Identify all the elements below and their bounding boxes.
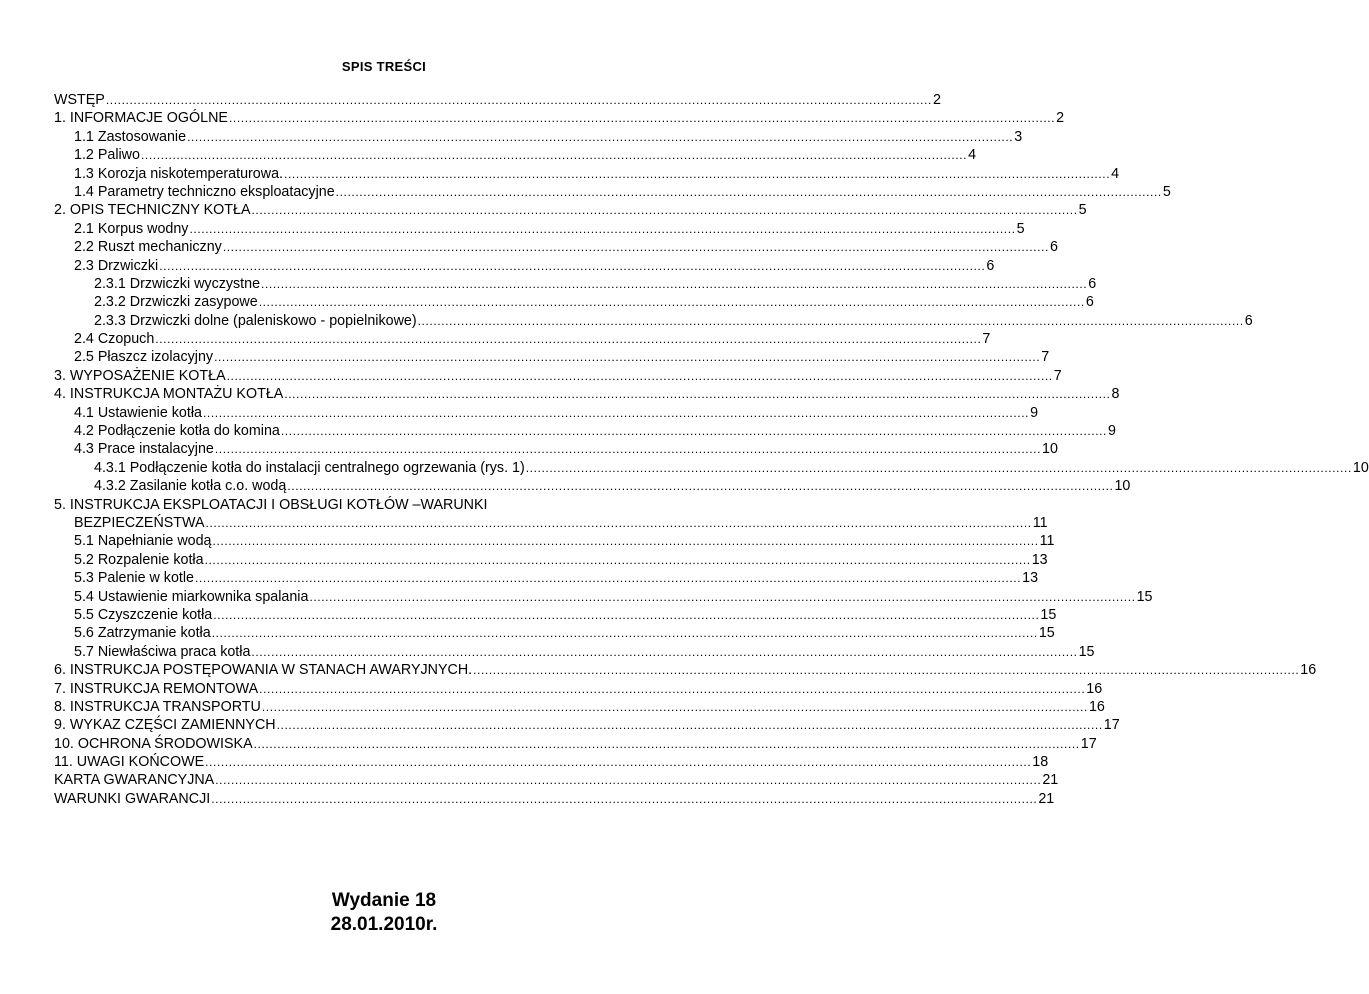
- toc-entry-text: BEZPIECZEŃSTWA: [74, 514, 205, 531]
- toc-page-number: 4: [1111, 165, 1120, 182]
- toc-entry[interactable]: [54, 477, 1131, 495]
- toc-entry[interactable]: [54, 606, 1057, 624]
- toc-entry[interactable]: [54, 385, 1120, 403]
- toc-entry-text: 5.2 Rozpalenie kotła: [74, 551, 204, 568]
- toc-leader-dots: ..................................................................................................................................................................................................................: [261, 699, 1088, 714]
- toc-entry-text: 2. OPIS TECHNICZNY KOTŁA: [54, 202, 251, 219]
- toc-entry-text: KARTA GWARANCYJNA: [54, 772, 215, 789]
- toc-entry[interactable]: [54, 367, 1062, 385]
- toc-leader-dots: ..................................................................................................................................................................................................................: [287, 479, 1114, 494]
- toc-entry[interactable]: [54, 293, 1094, 311]
- toc-entry[interactable]: [54, 569, 1039, 587]
- toc-leader-dots: ..................................................................................................................................................................................................................: [284, 387, 1111, 402]
- toc-page-number: 9: [1030, 404, 1039, 421]
- toc-entry-text: 6. INSTRUKCJA POSTĘPOWANIA W STANACH AWARYJNYCH.: [54, 662, 473, 679]
- toc-entry[interactable]: [54, 404, 1039, 422]
- toc-page-number: 10: [1352, 459, 1369, 476]
- toc-leader-dots: ..................................................................................................................................................................................................................: [211, 791, 1038, 806]
- toc-entry-text: 9. WYKAZ CZĘŚCI ZAMIENNYCH: [54, 717, 276, 734]
- toc-page-number: 8: [1111, 386, 1120, 403]
- toc-entry-text: WARUNKI GWARANCJI: [54, 790, 211, 807]
- toc-leader-dots: ..................................................................................................................................................................................................................: [280, 424, 1107, 439]
- toc-page-number: 4: [968, 147, 977, 164]
- toc-entry[interactable]: [54, 643, 1095, 661]
- toc-leader-dots: ..................................................................................................................................................................................................................: [204, 552, 1031, 567]
- toc-leader-dots: ..................................................................................................................................................................................................................: [417, 313, 1244, 328]
- toc-leader-dots: ..................................................................................................................................................................................................................: [159, 258, 986, 273]
- toc-leader-dots: ..................................................................................................................................................................................................................: [222, 240, 1049, 255]
- toc-page-number: 13: [1031, 551, 1048, 568]
- toc-leader-dots: ..................................................................................................................................................................................................................: [261, 276, 1088, 291]
- toc-leader-dots: ..................................................................................................................................................................................................................: [276, 718, 1103, 733]
- toc-page-number: 5: [1162, 183, 1171, 200]
- toc-leader-dots: ..................................................................................................................................................................................................................: [187, 129, 1014, 144]
- toc-entry-text: 4.1 Ustawienie kotła: [74, 404, 202, 421]
- toc-page-number: 11: [1032, 514, 1048, 531]
- toc-page-number: 6: [1049, 239, 1058, 256]
- toc-entry[interactable]: [54, 312, 1253, 330]
- toc-entry[interactable]: [54, 551, 1048, 569]
- toc-leader-dots: ..................................................................................................................................................................................................................: [205, 515, 1032, 530]
- toc-entry[interactable]: [54, 201, 1087, 219]
- toc-entry[interactable]: [54, 496, 714, 514]
- toc-entry[interactable]: [54, 698, 1105, 716]
- toc-page-number: 16: [1300, 662, 1317, 679]
- toc-entry[interactable]: [54, 330, 991, 348]
- toc-entry-text: 1.4 Parametry techniczno eksploatacyjne: [74, 183, 335, 200]
- toc-page-number: 21: [1042, 772, 1059, 789]
- toc-page-number: 2: [932, 92, 941, 108]
- toc-page-number: 15: [1078, 643, 1095, 660]
- toc-entry-text: 10. OCHRONA ŚRODOWISKA: [54, 735, 253, 752]
- toc-entry-text: 5.3 Palenie w kotle: [74, 570, 195, 587]
- toc-entry[interactable]: [54, 220, 1025, 238]
- toc-leader-dots: ..................................................................................................................................................................................................................: [251, 644, 1078, 659]
- toc-entry-text: 1.1 Zastosowanie: [74, 128, 187, 145]
- toc-leader-dots: ..................................................................................................................................................................................................................: [215, 773, 1042, 788]
- toc-entry[interactable]: [54, 422, 1116, 440]
- toc-page-number: 5: [1078, 202, 1087, 219]
- toc-page-number: 6: [1085, 294, 1094, 311]
- toc-entry-text: 1.3 Korozja niskotemperaturowa.: [74, 165, 284, 182]
- toc-page-number: 9: [1108, 423, 1116, 440]
- toc-entry-text: 5.7 Niewłaściwa praca kotła: [74, 643, 251, 660]
- toc-leader-dots: ..................................................................................................................................................................................................................: [155, 332, 982, 347]
- toc-leader-dots: ..................................................................................................................................................................................................................: [105, 93, 932, 107]
- toc-leader-dots: ..................................................................................................................................................................................................................: [202, 405, 1030, 420]
- toc-entry[interactable]: [54, 661, 1317, 679]
- toc-entry-text: 4.3 Prace instalacyjne: [74, 441, 214, 458]
- toc-leader-dots: ..................................................................................................................................................................................................................: [212, 534, 1039, 549]
- toc-entry-text: 4.2 Podłączenie kotła do komina: [74, 423, 280, 440]
- toc-page-number: 10: [1042, 441, 1058, 458]
- toc-page-number: 3: [1014, 128, 1023, 145]
- toc-page-number: 6: [1244, 312, 1253, 329]
- toc-page-number: 16: [1088, 698, 1105, 715]
- toc-entry[interactable]: [54, 238, 1058, 256]
- toc-leader-dots: ..................................................................................................................................................................................................................: [189, 221, 1016, 236]
- toc-entry[interactable]: [54, 165, 1120, 183]
- toc-entry-text: 5.5 Czyszczenie kotła: [74, 606, 213, 623]
- toc-page-number: 6: [1088, 275, 1097, 292]
- toc-entry-text: 11. UWAGI KOŃCOWE: [54, 754, 205, 771]
- toc-entry-text: 2.2 Ruszt mechaniczny: [74, 239, 222, 256]
- toc-title: SPIS TREŚCI: [341, 59, 427, 74]
- toc-leader-dots: ..................................................................................................................................................................................................................: [195, 571, 1022, 586]
- toc-leader-dots: ..................................................................................................................................................................................................................: [140, 148, 968, 163]
- toc-leader-dots: ..................................................................................................................................................................................................................: [214, 442, 1042, 457]
- toc-entry[interactable]: [54, 753, 1049, 771]
- toc-page-number: 7: [1041, 349, 1050, 366]
- toc-leader-dots: ..................................................................................................................................................................................................................: [228, 111, 1056, 126]
- toc-entry-text: 2.4 Czopuch: [74, 331, 155, 348]
- toc-entry-text: 4. INSTRUKCJA MONTAŻU KOTŁA: [54, 386, 284, 403]
- toc-entry-text: 8. INSTRUKCJA TRANSPORTU: [54, 698, 261, 715]
- toc-leader-dots: ..................................................................................................................................................................................................................: [284, 166, 1111, 181]
- toc-leader-dots: ..................................................................................................................................................................................................................: [259, 681, 1086, 696]
- toc-entry[interactable]: [54, 348, 1050, 366]
- toc-page-number: 7: [982, 331, 991, 348]
- toc-leader-dots: ..................................................................................................................................................................................................................: [226, 368, 1053, 383]
- edition-block: [0, 889, 768, 937]
- toc-entry[interactable]: [54, 146, 977, 164]
- toc-page-number: 16: [1086, 680, 1103, 697]
- toc-entry-text: 5.4 Ustawienie miarkownika spalania: [74, 588, 309, 605]
- toc-entry-text: 4.3.1 Podłączenie kotła do instalacji centralnego ogrzewania (rys. 1): [94, 459, 525, 476]
- toc-page-number: 13: [1022, 570, 1039, 587]
- toc-entry-text: 5. INSTRUKCJA EKSPLOATACJI I OBSŁUGI KOTŁÓW –WARUNKI: [54, 496, 488, 513]
- toc-leader-dots: ..................................................................................................................................................................................................................: [473, 663, 1300, 678]
- toc-entry[interactable]: [54, 716, 1120, 734]
- toc-leader-dots: ..................................................................................................................................................................................................................: [214, 350, 1041, 365]
- toc-leader-dots: ..................................................................................................................................................................................................................: [309, 589, 1136, 604]
- toc-entry-text: 2.3.1 Drzwiczki wyczystne: [94, 275, 261, 292]
- toc-page-number: 10: [1114, 478, 1131, 495]
- edition-label: Wydanie 18: [331, 890, 437, 911]
- toc-entry-text: 3. WYPOSAŻENIE KOTŁA: [54, 367, 226, 384]
- toc-entry-text: 5.1 Napełnianie wodą: [74, 533, 212, 550]
- toc-entry[interactable]: [54, 735, 1097, 753]
- toc-leader-dots: ..................................................................................................................................................................................................................: [253, 736, 1080, 751]
- table-of-contents: [54, 91, 1369, 808]
- toc-entry[interactable]: [54, 459, 1369, 477]
- toc-entry-text: WSTĘP: [54, 92, 105, 108]
- toc-leader-dots: ..................................................................................................................................................................................................................: [213, 607, 1040, 622]
- toc-entry[interactable]: [54, 91, 941, 109]
- toc-entry-text: 5.6 Zatrzymanie kotła: [74, 625, 211, 642]
- toc-page-number: 15: [1040, 606, 1057, 623]
- toc-entry-text: 2.1 Korpus wodny: [74, 220, 189, 237]
- toc-page-number: 15: [1038, 625, 1055, 642]
- toc-entry[interactable]: [54, 109, 1065, 127]
- toc-page-number: 6: [986, 257, 995, 274]
- toc-entry[interactable]: [54, 624, 1055, 642]
- toc-page-number: 2: [1056, 110, 1065, 127]
- toc-entry-text: 2.3 Drzwiczki: [74, 257, 159, 274]
- toc-entry[interactable]: [54, 532, 1055, 550]
- toc-page-number: 17: [1080, 735, 1097, 752]
- toc-entry-text: 4.3.2 Zasilanie kotła c.o. wodą: [94, 478, 287, 495]
- toc-entry[interactable]: [54, 183, 1171, 201]
- toc-leader-dots: ..................................................................................................................................................................................................................: [205, 755, 1032, 770]
- toc-page-number: 21: [1038, 790, 1055, 807]
- toc-entry[interactable]: [54, 275, 1097, 293]
- toc-entry[interactable]: [54, 790, 1055, 808]
- toc-leader-dots: ..................................................................................................................................................................................................................: [525, 460, 1352, 475]
- toc-entry-text: 1.2 Paliwo: [74, 147, 140, 164]
- toc-leader-dots: ..................................................................................................................................................................................................................: [335, 184, 1162, 199]
- toc-entry[interactable]: [54, 588, 1153, 606]
- toc-entry-text: 7. INSTRUKCJA REMONTOWA: [54, 680, 259, 697]
- toc-page-number: 18: [1032, 754, 1049, 771]
- toc-entry[interactable]: [54, 771, 1059, 789]
- toc-page-number: 7: [1053, 367, 1062, 384]
- toc-entry-text: 2.5 Płaszcz izolacyjny: [74, 349, 214, 366]
- toc-entry-continuation[interactable]: [54, 514, 1048, 532]
- toc-page-number: 17: [1103, 717, 1120, 734]
- toc-entry-text: 1. INFORMACJE OGÓLNE: [54, 110, 228, 127]
- toc-page-number: 5: [1016, 220, 1025, 237]
- toc-entry[interactable]: [54, 680, 1103, 698]
- toc-leader-dots: ..................................................................................................................................................................................................................: [211, 626, 1038, 641]
- toc-entry[interactable]: [54, 440, 1058, 458]
- toc-leader-dots: ..................................................................................................................................................................................................................: [258, 295, 1085, 310]
- toc-leader-dots: ..................................................................................................................................................................................................................: [251, 203, 1078, 218]
- toc-entry-text: 2.3.2 Drzwiczki zasypowe: [94, 294, 258, 311]
- toc-entry-text: 2.3.3 Drzwiczki dolne (paleniskowo - popielnikowe): [94, 312, 417, 329]
- toc-entry[interactable]: [54, 257, 995, 275]
- edition-date: 28.01.2010r.: [330, 914, 438, 935]
- toc-entry[interactable]: [54, 128, 1023, 146]
- toc-page-number: 15: [1136, 588, 1153, 605]
- toc-page-number: 11: [1039, 533, 1055, 550]
